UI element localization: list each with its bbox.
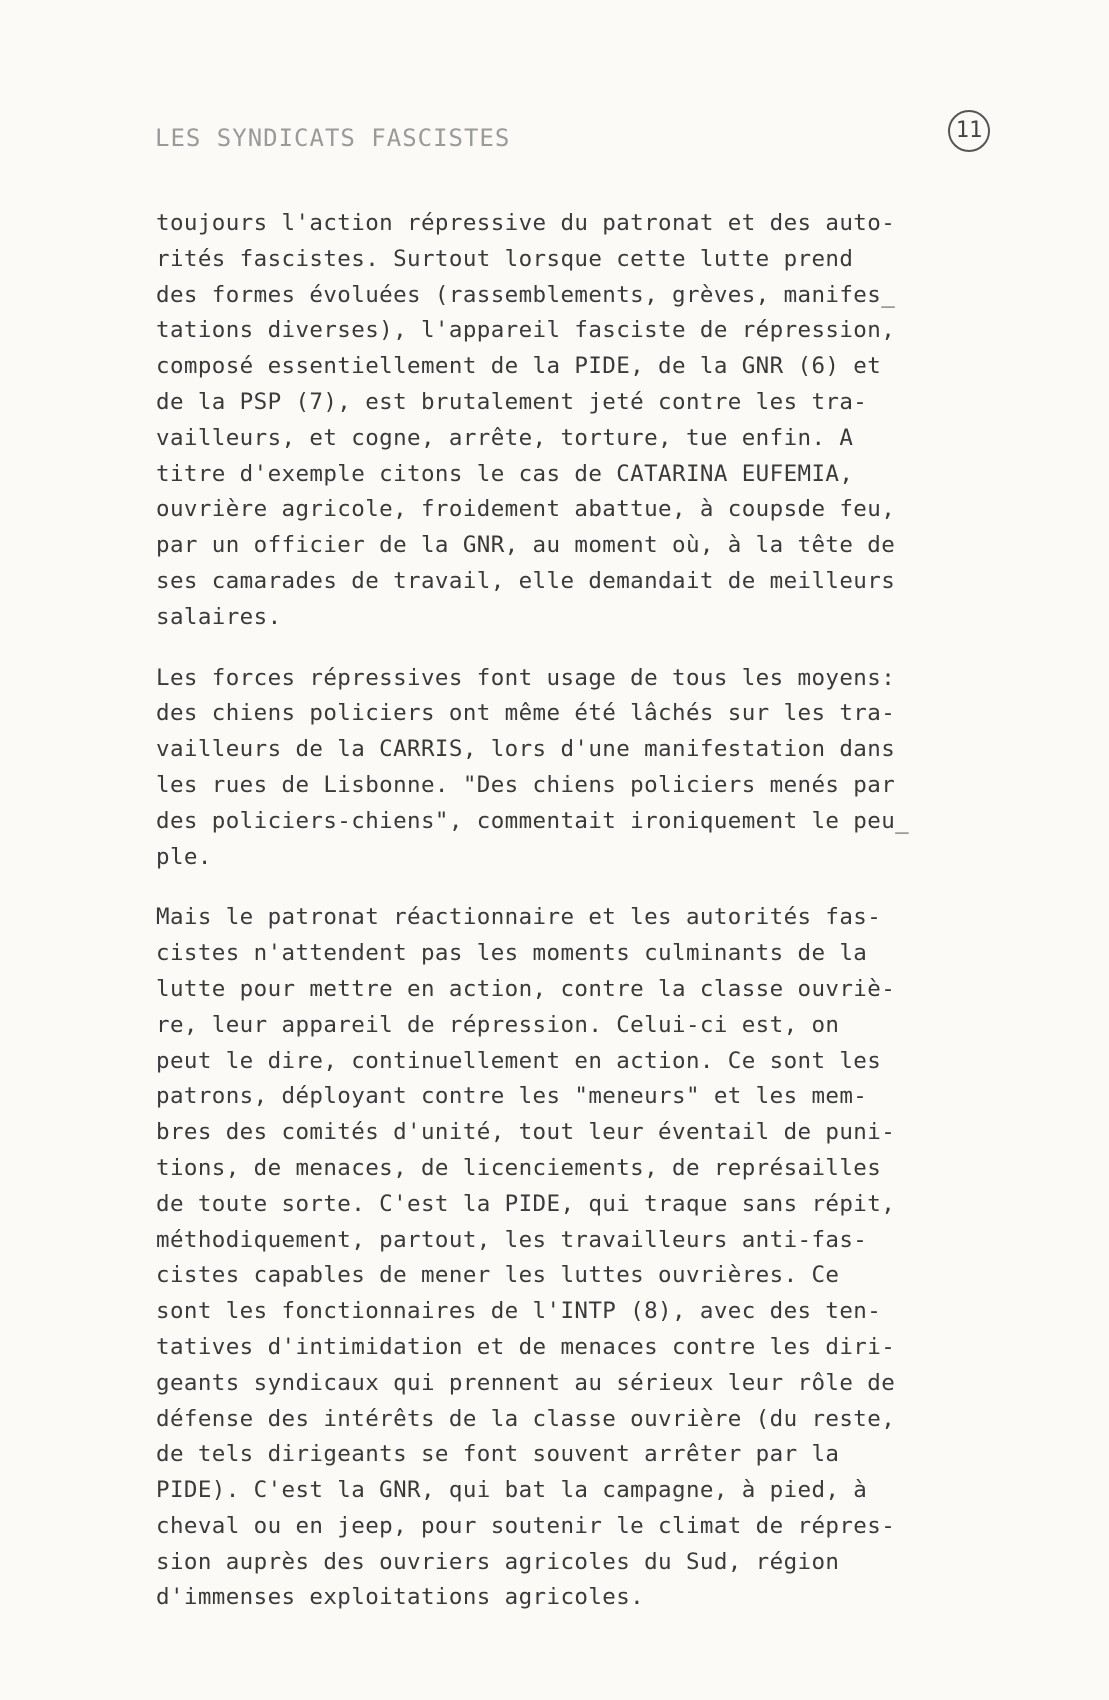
text-line: re, leur appareil de répression. Celui-ci est, on	[156, 1011, 840, 1038]
text-line: de toute sorte. C'est la PIDE, qui traque sans répit,	[156, 1190, 896, 1217]
paragraph-2	[156, 661, 1016, 876]
text-line: ple.	[156, 843, 212, 870]
text-line: vailleurs, et cogne, arrête, torture, tue enfin. A	[156, 424, 854, 451]
text-line: sion auprès des ouvriers agricoles du Sud, région	[156, 1548, 840, 1575]
running-title: LES SYNDICATS FASCISTES	[155, 124, 511, 152]
text-line: défense des intérêts de la classe ouvrière (du reste,	[156, 1405, 896, 1432]
text-line: vailleurs de la CARRIS, lors d'une manifestation dans	[156, 736, 896, 763]
text-line: de la PSP (7), est brutalement jeté contre les tra-	[156, 388, 868, 415]
text-line: rités fascistes. Surtout lorsque cette lutte prend	[156, 245, 854, 272]
text-line: méthodiquement, partout, les travailleurs anti-fas-	[156, 1226, 868, 1253]
text-line: des formes évoluées (rassemblements, grèves, manifes_	[156, 281, 896, 308]
text-line: cheval ou en jeep, pour soutenir le climat de répres-	[156, 1512, 896, 1539]
text-line: lutte pour mettre en action, contre la classe ouvriè-	[156, 975, 896, 1002]
text-line: par un officier de la GNR, au moment où, à la tête de	[156, 532, 896, 559]
text-line: toujours l'action répressive du patronat et des auto-	[156, 210, 896, 236]
text-line: ses camarades de travail, elle demandait de meilleurs	[156, 567, 896, 594]
text-line: cistes n'attendent pas les moments culminants de la	[156, 940, 868, 967]
page-number: 11	[948, 110, 990, 152]
text-line: de tels dirigeants se font souvent arrêter par la	[156, 1441, 840, 1468]
text-line: patrons, déployant contre les "meneurs" et les mem-	[156, 1083, 868, 1110]
text-line: les rues de Lisbonne. "Des chiens policiers menés par	[156, 771, 896, 798]
text-line: peut le dire, continuellement en action. Ce sont les	[156, 1047, 882, 1074]
text-line: PIDE). C'est la GNR, qui bat la campagne, à pied, à	[156, 1477, 868, 1504]
text-line: des policiers-chiens", commentait ironiquement le peu_	[156, 807, 910, 834]
body-text	[156, 206, 1016, 1641]
text-line: bres des comités d'unité, tout leur éventail de puni-	[156, 1119, 896, 1146]
text-line: tatives d'intimidation et de menaces contre les diri-	[156, 1333, 896, 1360]
text-line: Mais le patronat réactionnaire et les autorités fas-	[156, 904, 882, 931]
paragraph-3	[156, 900, 1016, 1616]
text-line: des chiens policiers ont même été lâchés sur les tra-	[156, 700, 896, 727]
text-line: cistes capables de mener les luttes ouvrières. Ce	[156, 1262, 840, 1289]
text-line: sont les fonctionnaires de l'INTP (8), avec des ten-	[156, 1298, 882, 1325]
text-line: d'immenses exploitations agricoles.	[156, 1584, 645, 1611]
paragraph-1	[156, 206, 1016, 636]
text-line: tions, de menaces, de licenciements, de représailles	[156, 1154, 882, 1181]
text-line: titre d'exemple citons le cas de CATARINA EUFEMIA,	[156, 460, 854, 487]
text-line: tations diverses), l'appareil fasciste de répression,	[156, 317, 896, 344]
text-line: Les forces répressives font usage de tous les moyens:	[156, 664, 896, 691]
text-line: salaires.	[156, 603, 282, 630]
text-line: composé essentiellement de la PIDE, de la GNR (6) et	[156, 353, 882, 380]
text-line: geants syndicaux qui prennent au sérieux leur rôle de	[156, 1369, 896, 1396]
text-line: ouvrière agricole, froidement abattue, à coupsde feu,	[156, 496, 896, 523]
